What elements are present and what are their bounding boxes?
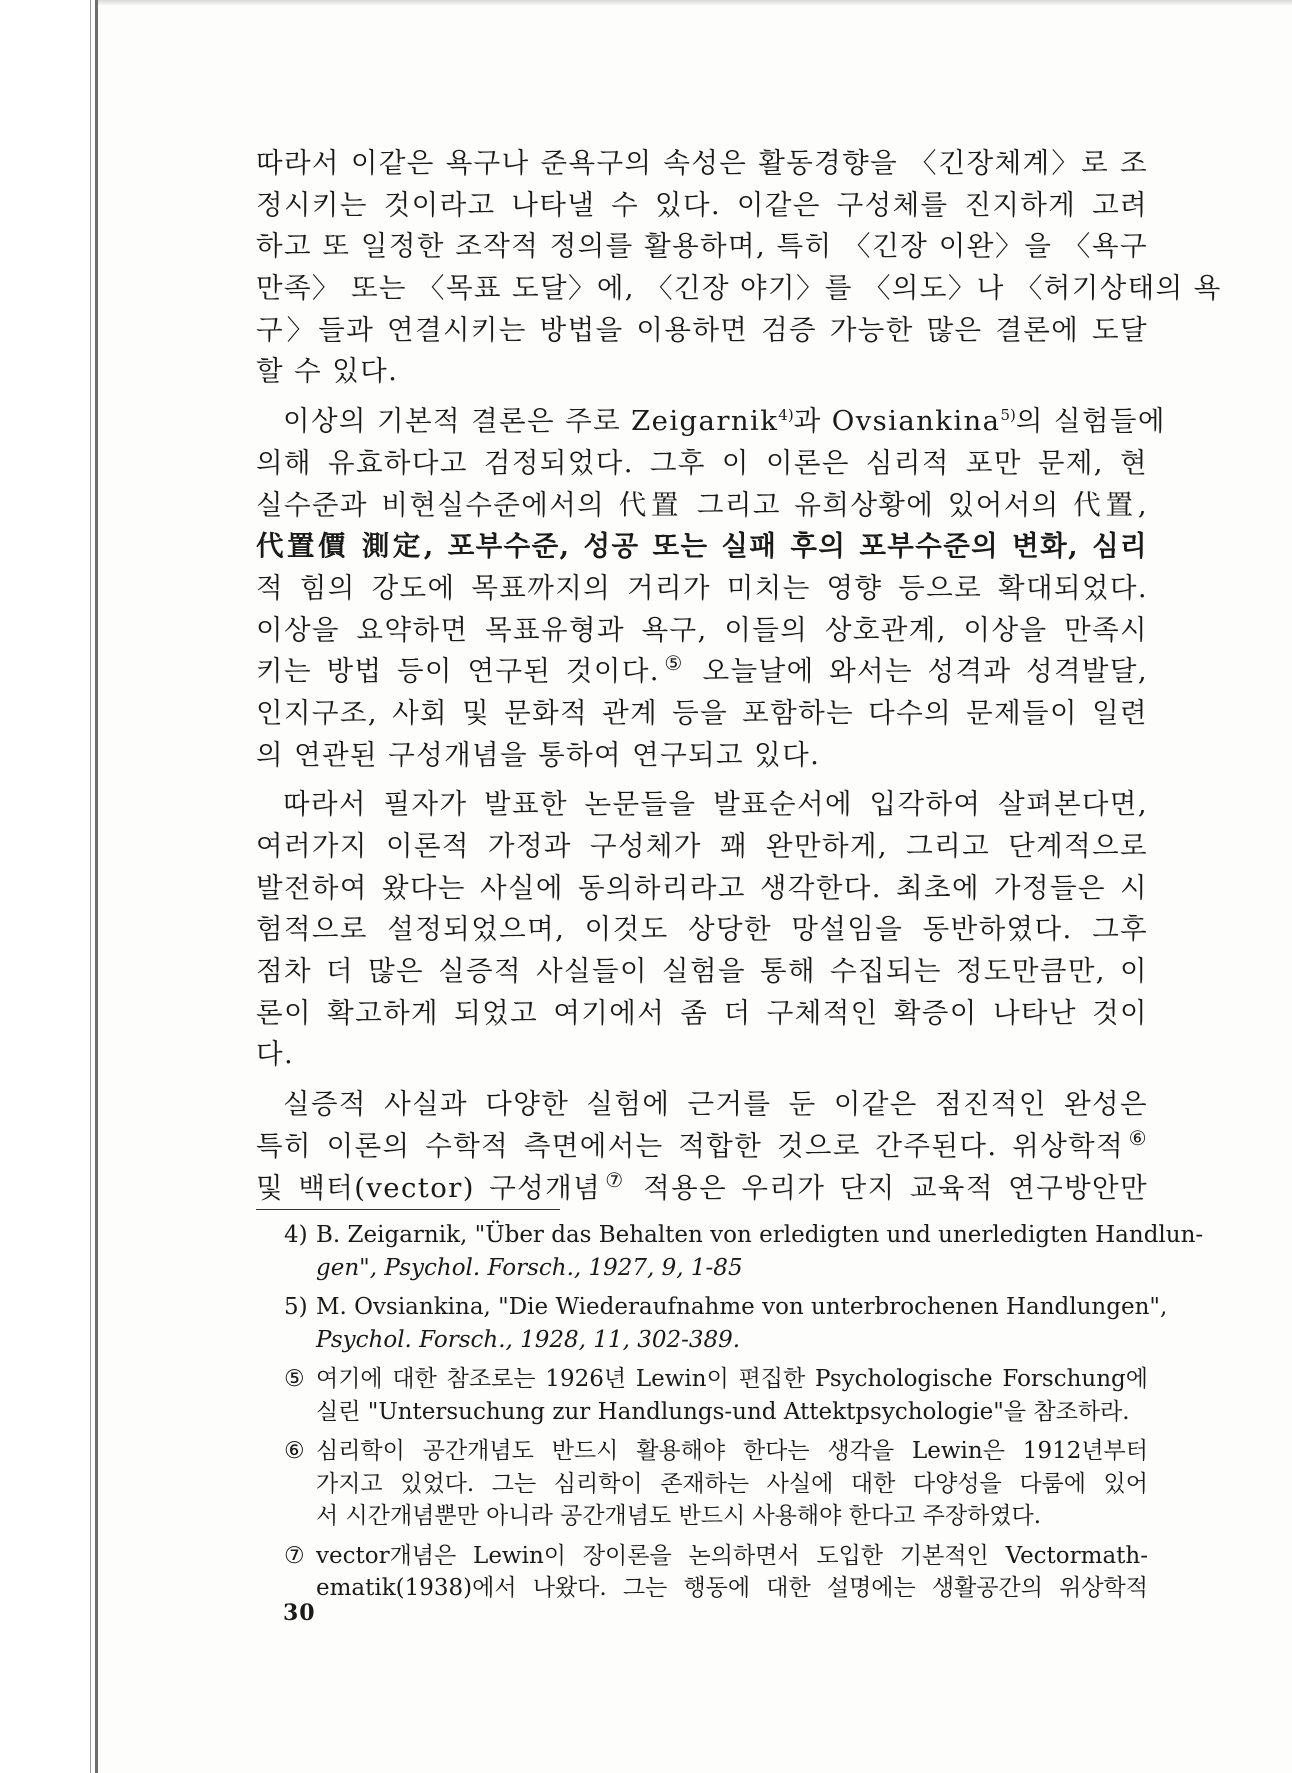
footnote-ref-circled-7: ⑦: [601, 1167, 629, 1192]
text-line: 다.: [256, 1038, 295, 1071]
text-line: 점차 더 많은 실증적 사실들이 실험을 통해 수집되는 정도만큼만, 이: [256, 955, 1148, 988]
footnote-divider: [256, 1209, 560, 1210]
text-run: 이상의 기본적 결론은 주로 Zeigarnik: [283, 405, 779, 438]
footnote-5: [256, 1291, 1168, 1356]
text-line: [256, 651, 1148, 693]
text-line: 따라서 이같은 욕구나 준욕구의 속성은 활동경향을 〈긴장체계〉로 조: [256, 147, 1148, 179]
footnote-line: 실린 "Untersuchung zur Handlungs-und Attektpsychologie"을 참조하라.: [316, 1398, 1130, 1425]
text-run: 적용은 우리가 단지 교육적 연구방안만: [628, 1171, 1148, 1204]
footnote-circled-6: [256, 1435, 1148, 1533]
footnote-marker: ⑤: [284, 1366, 305, 1392]
text-line: 이상을 요약하면 목표유형과 욕구, 이들의 상호관계, 이상을 만족시: [256, 613, 1148, 646]
text-line: 인지구조, 사회 및 문화적 관계 등을 포함하는 다수의 문제들이 일련: [256, 696, 1148, 729]
footnote-marker: 4): [284, 1222, 308, 1248]
text-run: 및 백터(vector) 구성개념: [256, 1171, 602, 1204]
footnote-4: [256, 1219, 1204, 1284]
text-line: 발전하여 왔다는 사실에 동의하리라고 생각한다. 최초에 가정들은 시: [256, 871, 1148, 904]
page-edge-outer: [90, 0, 91, 1773]
text-line: 정시키는 것이라고 나타낼 수 있다. 이같은 구성체를 진지하게 고려: [256, 188, 1148, 221]
text-line: 따라서 필자가 발표한 논문들을 발표순서에 입각하여 살펴본다면,: [283, 788, 1148, 821]
text-line: 代置價 測定, 포부수준, 성공 또는 실패 후의 포부수준의 변화, 심리: [256, 530, 1148, 563]
page-left-margin: [0, 0, 96, 1773]
body-text: [256, 143, 1222, 1209]
text-run: 의 실험들에: [1015, 405, 1166, 438]
footnote-line: B. Zeigarnik, "Über das Behalten von erledigten und unerledigten Handlun-: [316, 1222, 1204, 1248]
text-line: [256, 401, 1166, 443]
footnotes: [256, 1219, 1204, 1612]
text-line: 여러가지 이론적 가정과 구성체가 꽤 완만하게, 그리고 단계적으로: [256, 830, 1148, 862]
footnote-line: Psychol. Forsch., 1928, 11, 302-389.: [316, 1326, 741, 1353]
footnote-line: 서 시간개념뿐만 아니라 공간개념도 반드시 사용해야 한다고 주장하였다.: [316, 1503, 1042, 1529]
page-top-shade: [98, 0, 1292, 6]
footnote-line: 심리학이 공간개념도 반드시 활용해야 한다는 생각을 Lewin은 1912년부터: [316, 1438, 1148, 1464]
footnote-line: vector개념은 Lewin이 장이론을 논의하면서 도입한 기본적인 Vectormath-: [316, 1542, 1148, 1569]
text-line: 론이 확고하게 되었고 여기에서 좀 더 구체적인 확증이 나타난 것이: [256, 996, 1148, 1029]
footnote-circled-7: [256, 1540, 1148, 1605]
text-run: 특히 이론의 수학적 측면에서는 적합한 것으로 간주된다. 위상학적: [256, 1129, 1125, 1162]
footnote-marker: ⑥: [284, 1438, 305, 1464]
footnote-line: 여기에 대한 참조로는 1926년 Lewin이 편집한 Psychologische Forschung에: [316, 1366, 1148, 1392]
text-line: 적 힘의 강도에 목표까지의 거리가 미치는 영향 등으로 확대되었다.: [256, 571, 1148, 604]
text-line: 의해 유효하다고 검정되었다. 그후 이 이론은 심리적 포만 문제, 현: [256, 446, 1148, 479]
footnote-ref-5: 5): [1000, 405, 1016, 424]
text-line: 할 수 있다.: [256, 355, 399, 388]
page-number: 30: [283, 1600, 316, 1626]
footnote-ref-4: 4): [778, 405, 794, 424]
text-line: [256, 1126, 1148, 1168]
footnote-ref-circled-6: ⑥: [1124, 1125, 1148, 1150]
text-line: 의 연관된 구성개념을 통하여 연구되고 있다.: [256, 738, 821, 771]
footnote-circled-5: [256, 1363, 1148, 1428]
text-line: 험적으로 설정되었으며, 이것도 상당한 망설임을 동반하였다. 그후: [256, 913, 1148, 946]
text-line: [256, 1168, 1148, 1210]
footnote-line: ematik(1938)에서 나왔다. 그는 행동에 대한 설명에는 생활공간의 위상학적: [316, 1575, 1148, 1601]
text-line: 실증적 사실과 다양한 실험에 근거를 둔 이같은 점진적인 완성은: [283, 1088, 1148, 1121]
text-run: 키는 방법 등이 연구된 것이다.: [256, 655, 660, 688]
text-run: 오늘날에 와서는 성격과 성격발달,: [688, 655, 1148, 688]
footnote-line: M. Ovsiankina, "Die Wiederaufnahme von unterbrochenen Handlungen",: [316, 1294, 1168, 1320]
text-line: 실수준과 비현실수준에서의 代置 그리고 유희상황에 있어서의 代置,: [256, 488, 1148, 521]
text-line: 구〉들과 연결시키는 방법을 이용하면 검증 가능한 많은 결론에 도달: [256, 313, 1148, 346]
text-line: 만족〉 또는 〈목표 도달〉에, 〈긴장 야기〉를 〈의도〉나 〈허기상태의 욕: [256, 272, 1222, 305]
text-line: 하고 또 일정한 조작적 정의를 활용하며, 특히 〈긴장 이완〉을 〈욕구: [256, 230, 1148, 263]
footnote-ref-circled-5: ⑤: [659, 651, 689, 676]
footnote-line: gen", Psychol. Forsch., 1927, 9, 1-85: [316, 1254, 743, 1281]
footnote-marker: 5): [284, 1294, 308, 1320]
footnote-line: 가지고 있었다. 그는 심리학이 존재하는 사실에 대한 다양성을 다룸에 있어: [316, 1470, 1148, 1497]
footnote-marker: ⑦: [284, 1542, 305, 1569]
text-run: 과 Ovsiankina: [793, 405, 1001, 438]
